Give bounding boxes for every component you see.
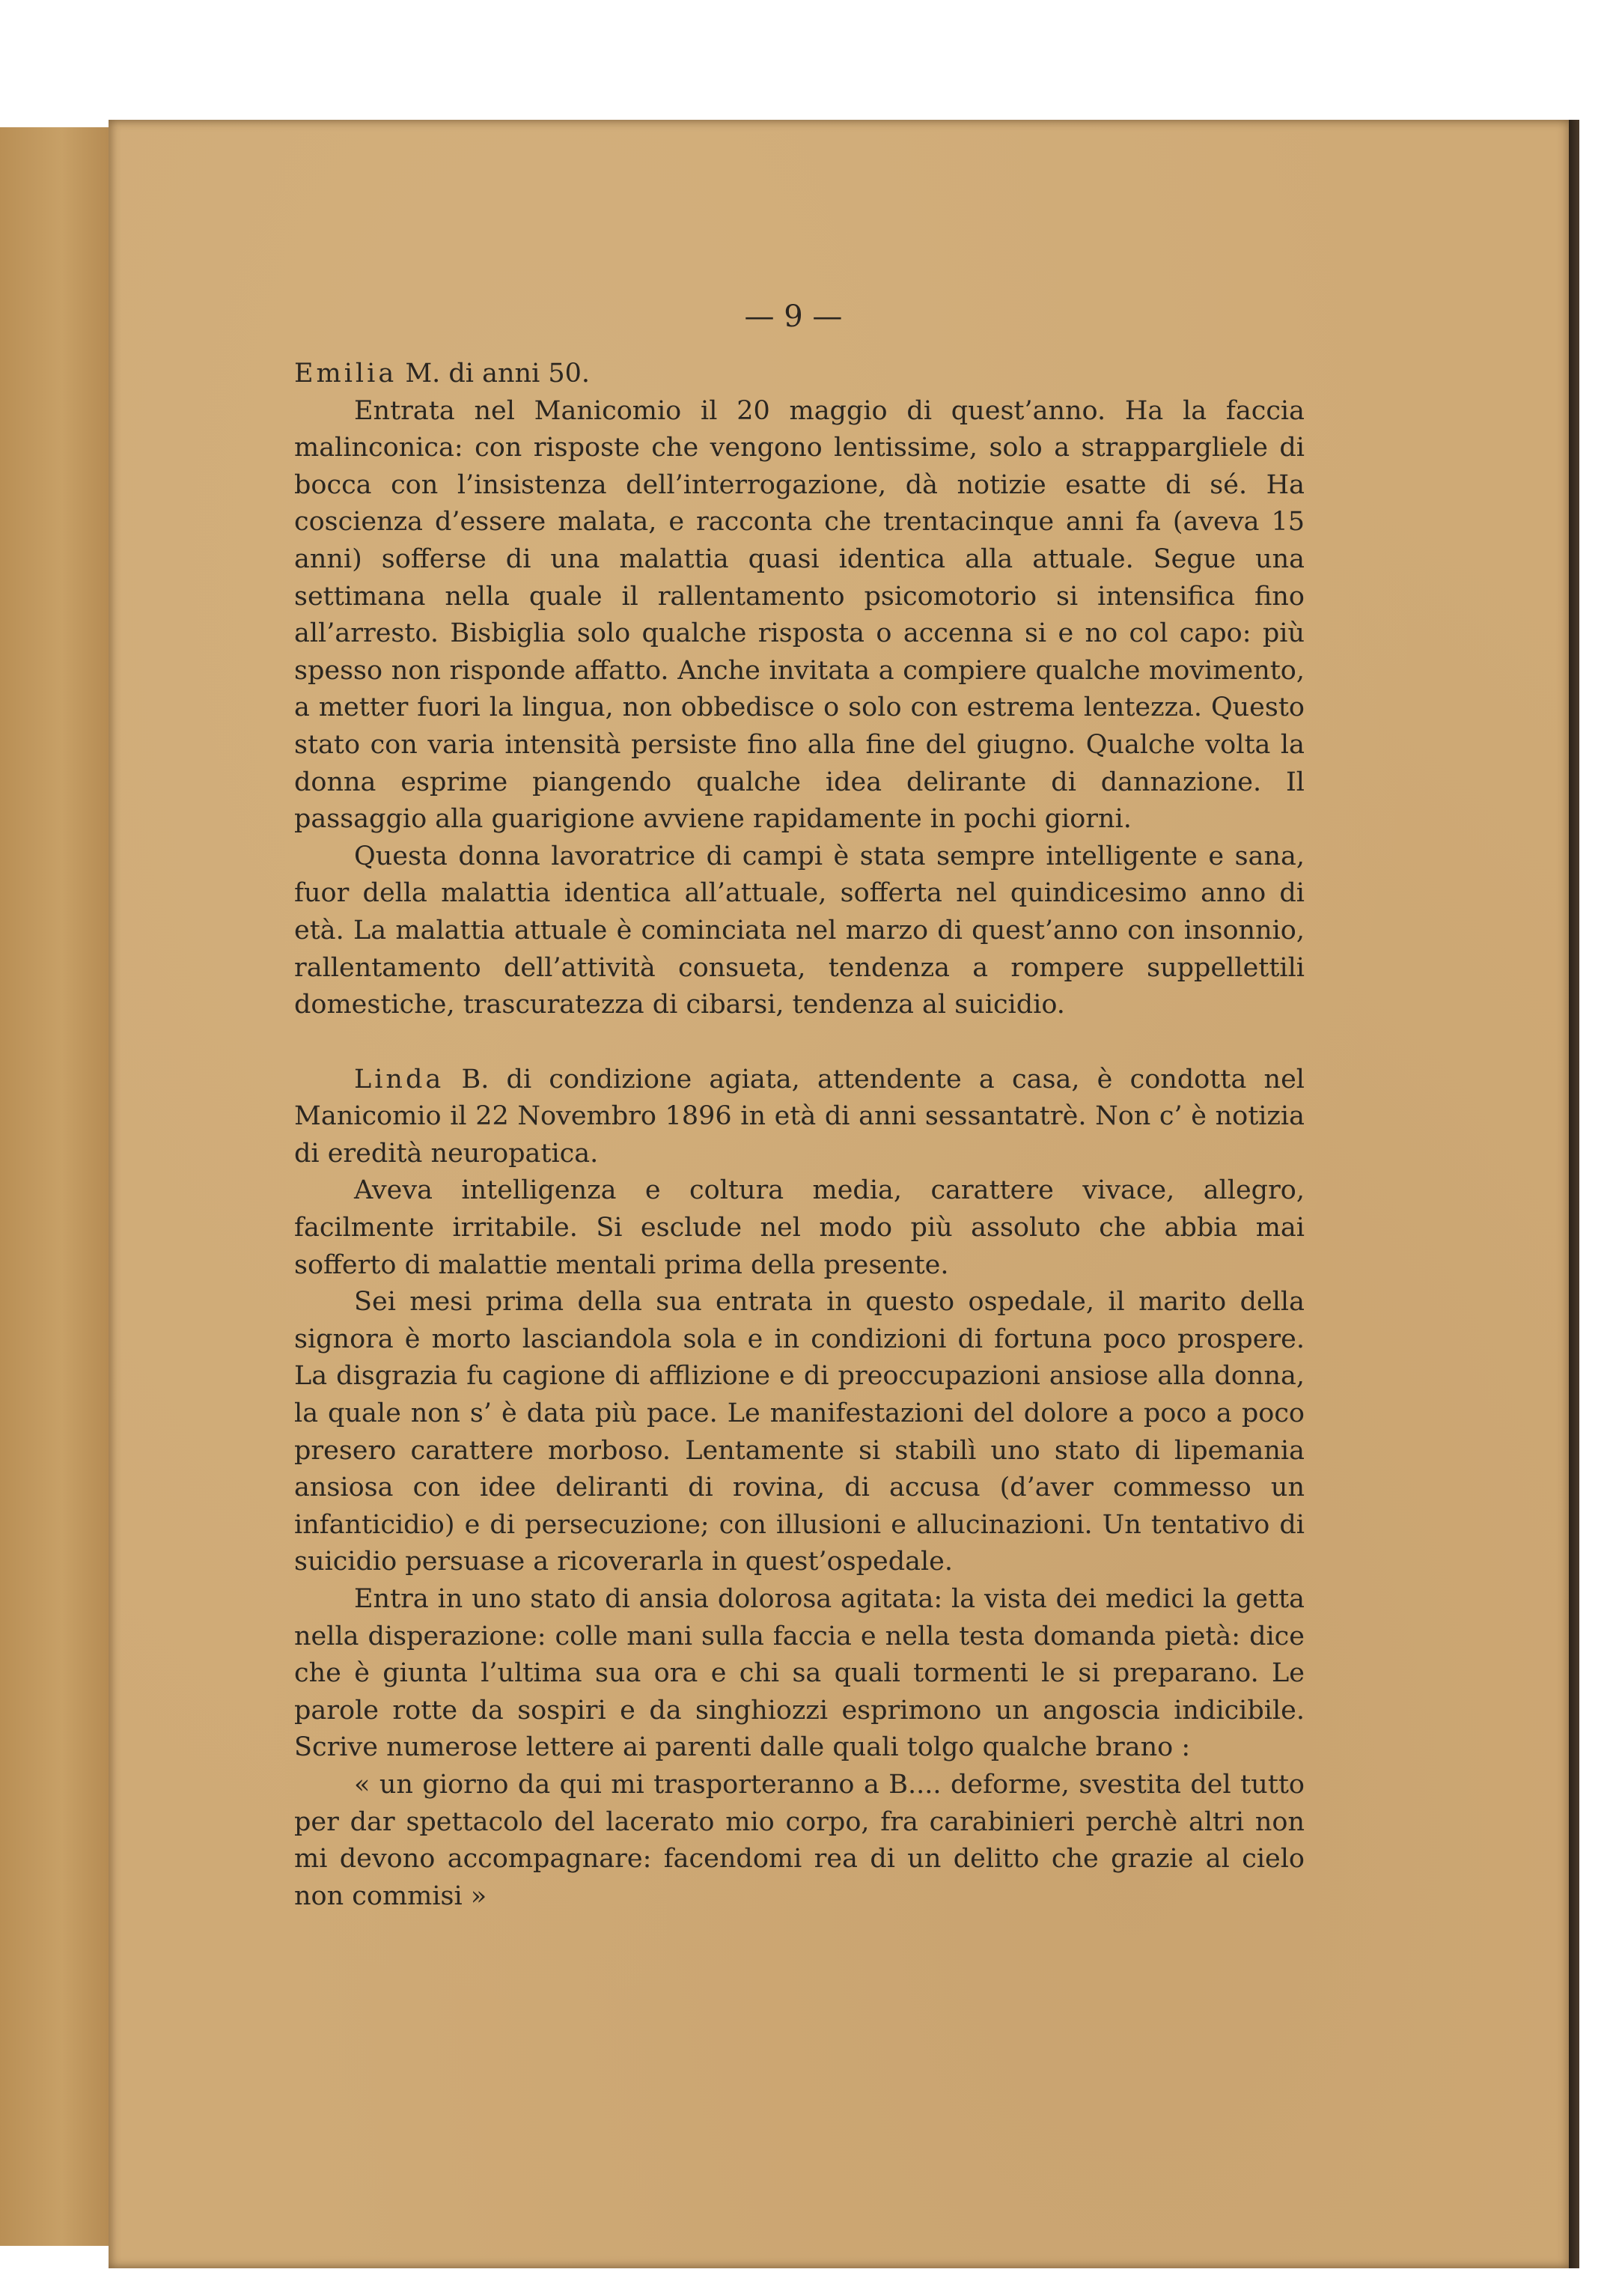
paragraph: Entra in uno stato di ansia dolorosa agitata: la vista dei medici la getta nella disperazione: colle mani sulla faccia e nella testa domanda pietà: dice che è giunta l’ultima sua ora e chi sa quali tormenti le si preparano. Le parole rotte da sospiri e da singhiozzi esprimono un angoscia indicibile. Scrive numerose lettere ai parenti dalle quali tolgo qualche brano : (294, 1584, 1305, 1763)
page-shadow-edge (1569, 120, 1579, 2268)
paragraph: Entrata nel Manicomio il 20 maggio di quest’anno. Ha la faccia malinconica: con risposte che vengono lentissime, solo a strappargliele di bocca con l’insistenza dell’interrogazione, dà notizie esatte di sé. Ha coscienza d’essere malata, e racconta che trentacinque anni fa (aveva 15 anni) sofferse di una malattia quasi identica alla attuale. Segue una settimana nella quale il rallentamento psicomotorio si intensifica fino all’arresto. Bisbiglia solo qualche risposta o accenna si e no col capo: più spesso non risponde affatto. Anche invitata a compiere qualche movimento, a metter fuori la lingua, non obbedisce o solo con estrema lentezza. Questo stato con varia intensità persiste fino alla fine del giugno. Qualche volta la donna esprime piangendo qualche idea delirante di dannazione. Il passaggio alla guarigione avviene rapidamente in pochi giorni. (294, 395, 1305, 835)
page-number: — 9 — (744, 299, 843, 334)
previous-page-edge (0, 127, 112, 2246)
patient-intro: B. di condizione agiata, attendente a casa, è condotta nel Manicomio il 22 Novembro 1896 in età di anni sessantatrè. Non c’ è notizia di eredità neuropatica. (294, 1064, 1305, 1169)
patient-name: Linda (354, 1064, 445, 1094)
paragraph: Sei mesi prima della sua entrata in questo ospedale, il marito della signora è morto lasciandola sola e in condizioni di fortuna poco prospere. La disgrazia fu cagione di afflizione e di preoccupazioni ansiose alla donna, la quale non s’ è data più pace. Le manifestazioni del dolore a poco a poco presero carattere morboso. Lentamente si stabilì uno stato di lipemania ansiosa con idee deliranti di rovina, di accusa (d’aver commesso un infanticidio) e di persecuzione; con illusioni e allucinazioni. Un tentativo di suicidio persuase a ricoverarla in quest’ospedale. (294, 1287, 1305, 1577)
case-heading-linda (294, 1062, 1305, 1173)
paragraph: Questa donna lavoratrice di campi è stata sempre intelligente e sana, fuor della malattia identica all’attuale, sofferta nel quindicesimo anno di età. La malattia attuale è cominciata nel marzo di quest’anno con insonnio, rallentamento dell’attività consueta, tendenza a rompere suppellettili domestiche, trascuratezza di cibarsi, tendenza al suicidio. (294, 841, 1305, 1020)
body-text (294, 356, 1305, 1915)
patient-intro: M. di anni 50. (397, 359, 591, 389)
case-heading-emilia (294, 356, 1305, 393)
patient-name: Emilia (294, 359, 397, 389)
quoted-letter: « un giorno da qui mi trasporteranno a B.... deforme, svestita del tutto per dar spettacolo del lacerato mio corpo, fra carabinieri perchè altri non mi devono accompagnare: facendomi rea di un delitto che grazie al cielo non commisi » (294, 1769, 1305, 1911)
paragraph: Aveva intelligenza e coltura media, carattere vivace, allegro, facilmente irritabile. Si esclude nel modo più assoluto che abbia mai sofferto di malattie mentali prima della presente. (294, 1175, 1305, 1280)
section-gap (294, 1024, 1305, 1062)
